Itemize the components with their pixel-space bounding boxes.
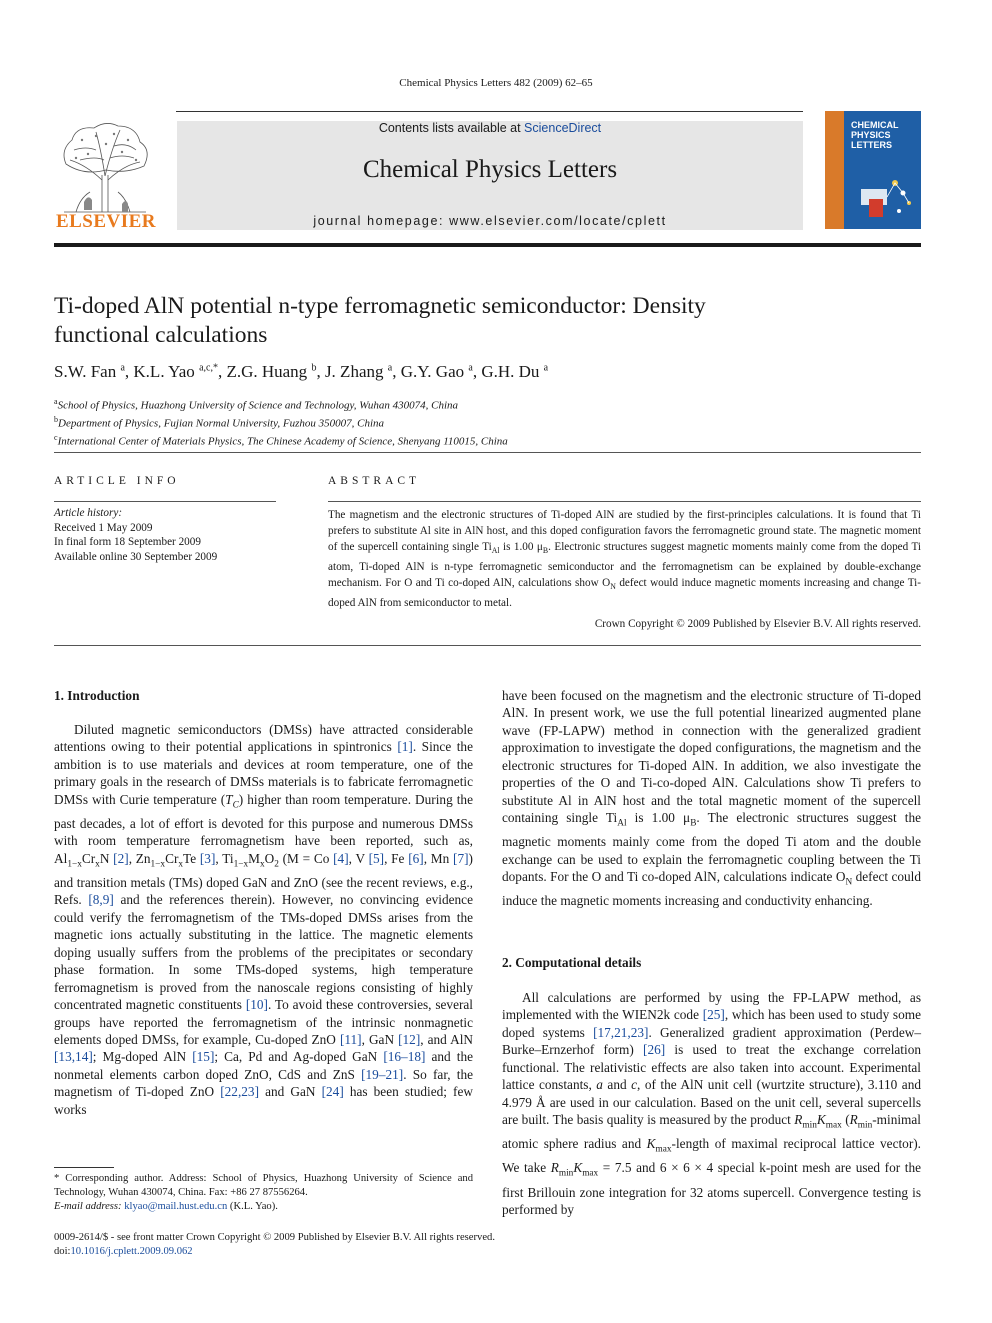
- text-run: and the references therein). However, no convincing evidence could verify the ferromagnetism of the TMs-doped DMSs arises from the magnetic ions actually substituting in the lattice. The magnetic elements doping usually suffers from the problems of the precipitates or secondary phase formation. In some TMs-doped systems, high temperature ferromagnetism is proved from the nanoscale regions consisting of highly concentrated magnetic constituents: [54, 892, 473, 1013]
- affiliation: [54, 395, 508, 413]
- math-sub: max: [655, 1144, 672, 1155]
- article-history: [54, 506, 217, 564]
- author-name[interactable]: Z.G. Huang: [226, 362, 308, 381]
- author-affil-sup: b: [311, 362, 317, 374]
- abstract-copyright: Crown Copyright © 2009 Published by Elsevier B.V. All rights reserved.: [594, 618, 921, 630]
- footnote-rule: [54, 1167, 114, 1168]
- text-run: has been studied; few works: [54, 1084, 473, 1117]
- sciencedirect-link[interactable]: ScienceDirect: [524, 121, 602, 135]
- divider: [328, 501, 921, 502]
- math-var: a: [596, 1077, 603, 1093]
- text-run: = 7.5 and 6 × 6 × 4 special k-point mesh are used for the first Brillouin zone integration for 32 atoms supercell. Convergence testing is performed by: [502, 1160, 922, 1217]
- text-run: Te: [183, 850, 200, 866]
- author-affil-sup: a: [387, 362, 393, 374]
- author-name[interactable]: G.Y. Gao: [400, 362, 465, 381]
- email-suffix: (K.L. Yao).: [227, 1201, 278, 1212]
- text-run: (M = Co: [278, 850, 334, 866]
- text-run: ; Ca, Pd and Ag-doped GaN: [214, 1049, 384, 1065]
- abstract-run: is 1.00 μ: [499, 541, 543, 553]
- author-name[interactable]: S.W. Fan: [54, 362, 117, 381]
- citation-link[interactable]: [13,14]: [54, 1049, 93, 1065]
- doi-prefix: doi:: [54, 1246, 71, 1257]
- math-sub: B: [690, 818, 697, 829]
- issn-line: 0009-2614/$ - see front matter Crown Copyright © 2009 Published by Elsevier B.V. All rights reserved.: [54, 1232, 495, 1243]
- math-sub: x: [95, 859, 100, 870]
- doi-line: [54, 1245, 495, 1259]
- article-title: [54, 292, 914, 350]
- citation-link[interactable]: [7]: [453, 850, 469, 866]
- front-matter-info: [54, 1231, 495, 1259]
- math-sub: min: [802, 1120, 817, 1131]
- citation-link[interactable]: [17,21,23]: [593, 1024, 649, 1040]
- abstract-sub: N: [610, 582, 616, 592]
- author-name[interactable]: J. Zhang: [324, 362, 384, 381]
- text-run: defect could induce the magnetic moments increasing and conductivity enhancing.: [502, 869, 922, 909]
- email-label: E-mail address:: [54, 1201, 122, 1212]
- cover-title-line: LETTERS: [851, 140, 893, 150]
- math-var: R: [849, 1112, 858, 1128]
- citation-link[interactable]: [11]: [339, 1032, 362, 1048]
- affiliation-text: International Center of Materials Physics, The Chinese Academy of Science, Shenyang 110015, China: [57, 435, 508, 448]
- text-run: . The electronic structures suggest the magnetic moments mainly come from the doped Ti atom and the double exchange can be used to explain the ferromagnetic coupling between the Ti dopants. For the O and Ti co-doped AlN, calculations indicate O: [502, 810, 922, 885]
- abstract-run: . Electronic structures suggest magnetic moments mainly come from the doped Ti atom, Ti-doped AlN is n-type ferromagnetic semiconductor and the ferromagnetism can be explained by double-exchange mechanism. For O and Ti co-doped AlN, calculations show O: [328, 541, 921, 590]
- citation-link[interactable]: [15]: [192, 1049, 215, 1065]
- email-link[interactable]: klyao@mail.hust.edu.cn: [124, 1201, 228, 1212]
- text-run: and GaN: [259, 1084, 322, 1100]
- math-var: R: [550, 1160, 559, 1176]
- abstract-run: The magnetism and the electronic structures of Ti-doped AlN are studied by the first-principles calculations. It is found that Ti prefers to substitute Al site in AlN host, and this doped configuration favors the ferromagnetic ground state. The magnetic moment of the supercell containing single Ti: [328, 509, 921, 553]
- affiliation: [54, 413, 508, 431]
- cover-title-line: PHYSICS: [851, 130, 891, 140]
- math-var: R: [794, 1112, 803, 1128]
- text-run: ) higher than room temperature. During the past decades, a lot of effort is devoted for this purpose and numerous DMSs with room temperature ferromagnetism have been reported, such as, Al: [54, 791, 473, 866]
- citation-link[interactable]: [4]: [333, 850, 349, 866]
- journal-cover-image: [825, 111, 921, 229]
- text-run: O: [264, 850, 275, 866]
- citation-link[interactable]: [19–21]: [361, 1066, 404, 1082]
- citation-link[interactable]: [26]: [643, 1042, 666, 1058]
- author-affil-sup: a,c,*: [199, 362, 218, 374]
- text-run: . Since the ambition is to use materials and devices at room temperature, one of the primary goals in the research of DMSs materials is to fabricate ferromagnetic DMSs with Curie temperature (: [54, 739, 473, 807]
- math-var: K: [646, 1136, 656, 1152]
- running-head: Chemical Physics Letters 482 (2009) 62–65: [399, 77, 593, 89]
- text-run: , Ti: [215, 850, 234, 866]
- author-name[interactable]: K.L. Yao: [133, 362, 195, 381]
- journal-homepage[interactable]: journal homepage: www.elsevier.com/locate/cplett: [313, 214, 667, 228]
- math-var: c: [631, 1077, 638, 1093]
- abstract-sub: Al: [491, 546, 500, 556]
- text-run: , Fe: [384, 850, 409, 866]
- text-run: (: [841, 1112, 850, 1128]
- text-run: , GaN: [361, 1032, 399, 1048]
- math-sub: x: [259, 859, 265, 870]
- cover-illustration: [855, 169, 917, 227]
- contents-prefix: Contents lists available at: [378, 121, 525, 135]
- math-var: K: [573, 1160, 583, 1176]
- text-run: . To avoid these controversies, several groups have reported the ferromagnetism of the intrinsic nonmagnetic elements doped DMSs, for example, Cu-doped ZnO: [54, 997, 473, 1048]
- citation-link[interactable]: [24]: [321, 1084, 344, 1100]
- citation-link[interactable]: [2]: [113, 850, 129, 866]
- affiliation-sup: a: [54, 397, 58, 406]
- text-run: and the nonmetal elements carbon doped ZnO, CdS and ZnS: [54, 1049, 474, 1082]
- abstract-run: defect would induce magnetic moments increasing and change Ti-doped AlN from semiconductor to metal.: [328, 577, 921, 610]
- header-rule: [54, 243, 921, 247]
- math-var: K: [816, 1112, 826, 1128]
- math-sub: 1−x: [150, 859, 166, 870]
- math-sub: N: [845, 877, 853, 888]
- text-run: , Mn: [423, 850, 454, 866]
- text-run: All calculations are performed by using the FP-LAPW method, as implemented with the WIEN2k code: [502, 990, 921, 1023]
- history-online: Available online 30 September 2009: [54, 550, 218, 563]
- top-rule: [176, 111, 803, 112]
- text-run: Diluted magnetic semiconductors (DMSs) have attracted considerable attentions owing to their potential applications in spintronics: [54, 722, 473, 755]
- divider: [54, 501, 276, 502]
- divider: [54, 645, 921, 646]
- elsevier-tree-logo: [56, 120, 154, 215]
- cover-strip: [825, 111, 844, 229]
- article-title-line: Ti-doped AlN potential n-type ferromagnetic semiconductor: Density: [54, 293, 706, 319]
- citation-link[interactable]: [5]: [368, 850, 385, 866]
- corresponding-author-footnote: [54, 1172, 473, 1214]
- math-sub: max: [582, 1169, 599, 1180]
- abstract-text: [328, 507, 921, 611]
- text-run: and: [602, 1077, 632, 1093]
- abstract-sub: B: [542, 546, 549, 556]
- history-received: Received 1 May 2009: [54, 521, 153, 534]
- journal-title: Chemical Physics Letters: [362, 156, 618, 183]
- article-title-line: functional calculations: [54, 322, 268, 348]
- affiliation-text: School of Physics, Huazhong University of Science and Technology, Wuhan 430074, China: [57, 399, 458, 412]
- text-run: have been focused on the magnetism and the electronic structure of Ti-doped AlN. In present work, we use the full potential linearized augmented plane wave (FP-LAPW) method in connection with the generalized gradient approximation to investigate the doped configurations, the magnetism and the electronic structures for Ti-doped AlN. In addition, we also investigate the properties of the O and Ti-co-doped AlN. Calculations show Ti prefers to substitute Al in AlN host and the total magnetic moment of the supercell containing single Ti: [502, 688, 921, 826]
- author-list: S.W. Fan $^a$, K.L. Yao $^{a,c,*}$, Z.G. Huang $^b$, J. Zhang $^a$, G.Y. Gao $^a$, G.H. Du $^a$: [54, 362, 549, 381]
- citation-link[interactable]: [22,23]: [220, 1084, 259, 1100]
- cover-title: [851, 120, 899, 150]
- text-run: N: [99, 850, 114, 866]
- citation-link[interactable]: [10]: [245, 997, 268, 1013]
- text-run: is 1.00 μ: [626, 810, 691, 826]
- body-paragraph-computational: [502, 989, 921, 1218]
- text-run: . So far, the magnetism of Ti-doped ZnO: [54, 1066, 474, 1100]
- author-affil-sup: a: [120, 362, 125, 374]
- math-sub: min: [857, 1120, 873, 1131]
- math-sub: C: [232, 800, 239, 811]
- section-heading-computational-details: 2. Computational details: [502, 955, 642, 970]
- citation-link[interactable]: [6]: [408, 850, 424, 866]
- text-run: , and AlN: [420, 1032, 473, 1048]
- divider: [54, 452, 921, 453]
- history-final-form: In final form 18 September 2009: [54, 536, 201, 549]
- text-run: Cr: [165, 850, 179, 866]
- citation-link[interactable]: [16–18]: [383, 1049, 426, 1065]
- citation-link[interactable]: [3]: [199, 850, 216, 866]
- citation-link[interactable]: [12]: [398, 1032, 421, 1048]
- doi-link[interactable]: 10.1016/j.cplett.2009.09.062: [70, 1246, 193, 1257]
- text-run: is used to treat the exchange correlation functional. The relativistic effects are also taken into account. Experimental lattice constants,: [502, 1042, 921, 1093]
- citation-link[interactable]: [1]: [397, 739, 413, 755]
- footnote-address: * Corresponding author. Address: School of Physics, Huazhong University of Science and Technology, Wuhan 430074, China. Fax: +86 27 87556264.: [54, 1173, 473, 1198]
- article-info-heading: ARTICLE INFO: [54, 475, 180, 487]
- text-run: , Zn: [128, 850, 151, 866]
- body-paragraph-intro: [54, 721, 473, 1118]
- author-affil-sup: a: [543, 362, 549, 374]
- affiliation-text: Department of Physics, Fujian Normal University, Fuzhou 350007, China: [58, 417, 385, 430]
- history-label: Article history:: [54, 507, 123, 519]
- cover-title-line: CHEMICAL: [851, 120, 899, 130]
- text-run: , V: [348, 850, 369, 866]
- math-sub: x: [178, 859, 184, 870]
- body-paragraph-intro-continued: [502, 687, 921, 910]
- text-run: . Generalized gradient approximation (Perdew–Burke–Ernzerhof form): [502, 1024, 921, 1058]
- footnote-email: [54, 1200, 473, 1214]
- elsevier-wordmark: ELSEVIER: [55, 211, 157, 232]
- math-sub: 1−x: [67, 859, 82, 870]
- text-run: , of the AlN unit cell (wurtzite structure), 3.110 and 4.979 Å are used in our calculation. Based on the unit cell, several supercells are built. The basis quality is measured by the product: [502, 1077, 921, 1128]
- text-run: , which has been used to study some doped systems: [502, 1007, 921, 1040]
- citation-link[interactable]: [25]: [702, 1007, 725, 1023]
- text-run: -minimal atomic sphere radius and: [502, 1112, 921, 1152]
- math-var: T: [225, 791, 233, 807]
- section-heading-introduction: 1. Introduction: [54, 688, 140, 703]
- text-run: Cr: [81, 850, 96, 866]
- affiliation-list: [54, 395, 508, 449]
- text-run: -length of maximal reciprocal lattice vector). We take: [502, 1136, 921, 1176]
- math-sub: max: [825, 1120, 842, 1131]
- math-sub: 1−x: [233, 859, 249, 870]
- contents-line: [177, 121, 803, 135]
- abstract-heading: ABSTRACT: [328, 475, 421, 487]
- text-run: M: [248, 850, 260, 866]
- text-run: ; Mg-doped AlN: [92, 1049, 193, 1065]
- text-run: ) and transition metals (TMs) doped GaN and ZnO (see the recent reviews, e.g., Refs.: [54, 850, 473, 908]
- math-sub: 2: [274, 859, 279, 870]
- math-sub: Al: [617, 818, 627, 829]
- citation-link[interactable]: [8,9]: [88, 892, 114, 908]
- affiliation: [54, 431, 508, 449]
- affiliation-sup: b: [54, 415, 58, 425]
- affiliation-sup: c: [54, 433, 58, 443]
- math-sub: min: [558, 1169, 574, 1180]
- author-affil-sup: a: [468, 362, 473, 374]
- author-name[interactable]: G.H. Du: [481, 362, 540, 381]
